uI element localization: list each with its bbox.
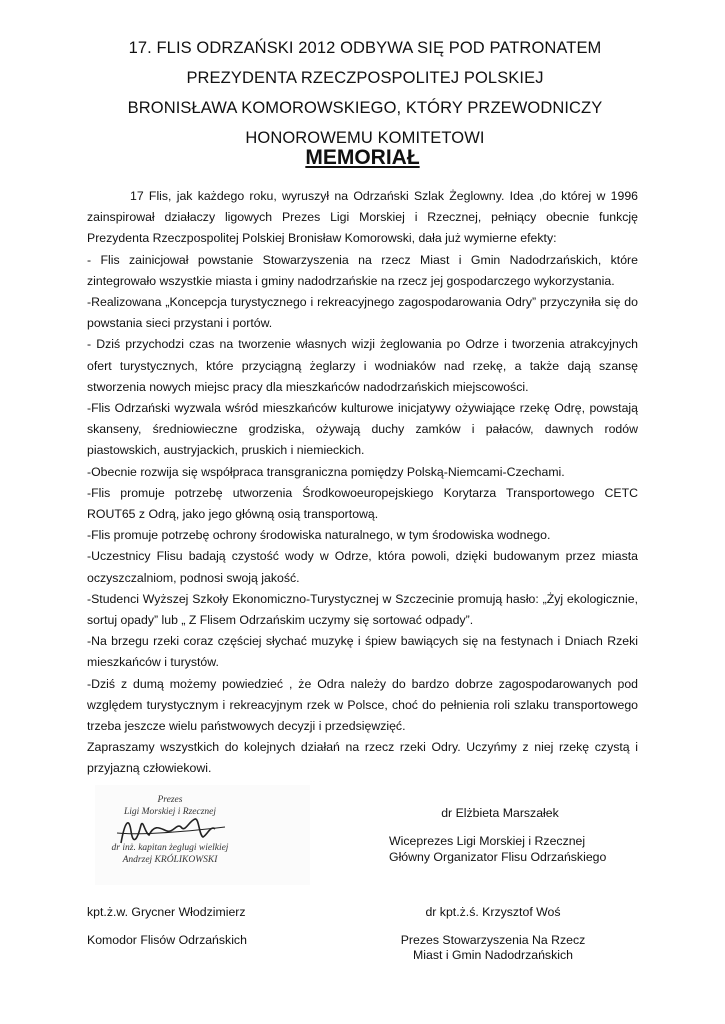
paragraph: -Realizowana „Koncepcja turystycznego i rekreacyjnego zagospodarowania Odry” przyczyniła się do powstania sieci przystani i portów. — [87, 295, 638, 331]
paragraph: Zapraszamy wszystkich do kolejnych działań na rzecz rzeki Odry. Uczyńmy z niej rzekę czystą i przyjazną człowiekowi. — [87, 740, 638, 776]
paragraph: - Dziś przychodzi czas na tworzenie własnych wizji żeglowania po Odrze i tworzenia atrakcyjnych ofert turystycznych, które przyciągną żeglarzy i wodniaków nad rzekę, a także dają szansę stworzenia nowych miejsc pracy dla mieszkańców nadodrzańskich miejscowości. — [87, 337, 638, 394]
paragraph: -Flis promuje potrzebę utworzenia Środkowoeuropejskiego Korytarza Transportowego CETC ROUT65 z Odrą, jako jego główną osią transportową. — [87, 485, 638, 522]
paragraph: -Flis promuje potrzebę ochrony środowiska naturalnego, w tym środowiska wodnego. — [87, 528, 551, 543]
paragraph: -Studenci Wyższej Szkoły Ekonomiczno-Turystycznej w Szczecinie promują hasło: „Żyj ekologicznie, sortuj opady” lub „ Z Flisem Odrzańskim uczymy się sortować odpady”. — [87, 591, 638, 628]
official-stamp-with-signature — [95, 785, 310, 885]
paragraph: - Flis zainicjował powstanie Stowarzyszenia na rzecz Miast i Gmin Nadodrzańskich, które zintegrowało wszystkie miasta i gminy nadodrzańskie na rzecz jej gospodarczego wykorzystania. — [87, 252, 638, 288]
header-line-4: HONOROWEMU KOMITETOWI — [245, 129, 485, 147]
stamp-organization: Ligi Morskiej i Rzecznej — [123, 807, 217, 817]
signatory-2-role: Komodor Flisów Odrzańskich — [87, 933, 247, 947]
paragraph: -Na brzegu rzeki coraz częściej słychać muzykę i śpiew bawiących się na festynach i Dniach Rzeki mieszkańców i turystów. — [87, 634, 638, 670]
stamp-name: Andrzej KRÓLIKOWSKI — [122, 855, 218, 865]
paragraph: -Uczestnicy Flisu badają czystość wody w Odrze, która powoli, dzięki budowanym przez miasta oczyszczalniom, podnosi swoją jakość. — [87, 549, 638, 585]
signatory-2-name: kpt.ż.w. Grycner Włodzimierz — [87, 905, 246, 919]
stamp-degree: dr inż. kapitan żeglugi wielkiej — [111, 843, 229, 853]
document-body — [87, 186, 638, 780]
header-line-2: PREZYDENTA RZECZPOSPOLITEJ POLSKIEJ — [186, 69, 544, 87]
signatory-1-name: dr Elżbieta Marszałek — [441, 806, 559, 820]
signatory-1-role-1: Wiceprezes Ligi Morskiej i Rzecznej — [389, 834, 586, 848]
paragraph: 17 Flis, jak każdego roku, wyruszył na Odrzański Szlak Żeglowny. Idea ,do której w 1996 zainspirował działaczy ligowych Prezes Ligi Morskiej i Rzecznej, pełniący obecnie funkcję Prezydenta Rzeczpospolitej Polskiej Bronisław Komorowski, dała już wymierne efekty: — [87, 189, 638, 246]
paragraph: -Flis Odrzański wyzwala wśród mieszkańców kulturowe inicjatywy ożywiające rzekę Odrę, powstają skanseny, średniowieczne grodziska, ożywają duchy zamków i pałaców, dawnych rodów piastowskich, austryjackich, pruskich i niemieckich. — [87, 401, 638, 458]
header-line-3: BRONISŁAWA KOMOROWSKIEGO, KTÓRY PRZEWODNICZY — [127, 99, 603, 117]
signatory-3-name: dr kpt.ż.ś. Krzysztof Woś — [425, 905, 561, 919]
signatory-3-role-1: Prezes Stowarzyszenia Na Rzecz — [400, 933, 586, 947]
signatory-3-role-2: Miast i Gmin Nadodrzańskich — [413, 948, 573, 962]
header-line-1: 17. FLIS ODRZAŃSKI 2012 ODBYWA SIĘ POD PATRONATEM — [128, 39, 602, 57]
paragraph: -Dziś z dumą możemy powiedzieć , że Odra należy do bardzo dobrze zagospodarowanych pod względem turystycznym i rekreacyjnym rzek w Polsce, choć do pełnienia roli szlaku transportowego trzeba jeszcze wielu państwowych decyzji i przedsięwzięć. — [87, 676, 638, 734]
stamp-title: Prezes — [157, 795, 183, 805]
signatory-1-role-2: Główny Organizator Flisu Odrzańskiego — [389, 850, 607, 864]
handwritten-signature — [115, 813, 255, 847]
paragraph: -Obecnie rozwija się współpraca transgraniczna pomiędzy Polską-Niemcami-Czechami. — [87, 464, 565, 479]
document-header — [60, 33, 670, 153]
document-title: MEMORIAŁ — [305, 146, 420, 169]
